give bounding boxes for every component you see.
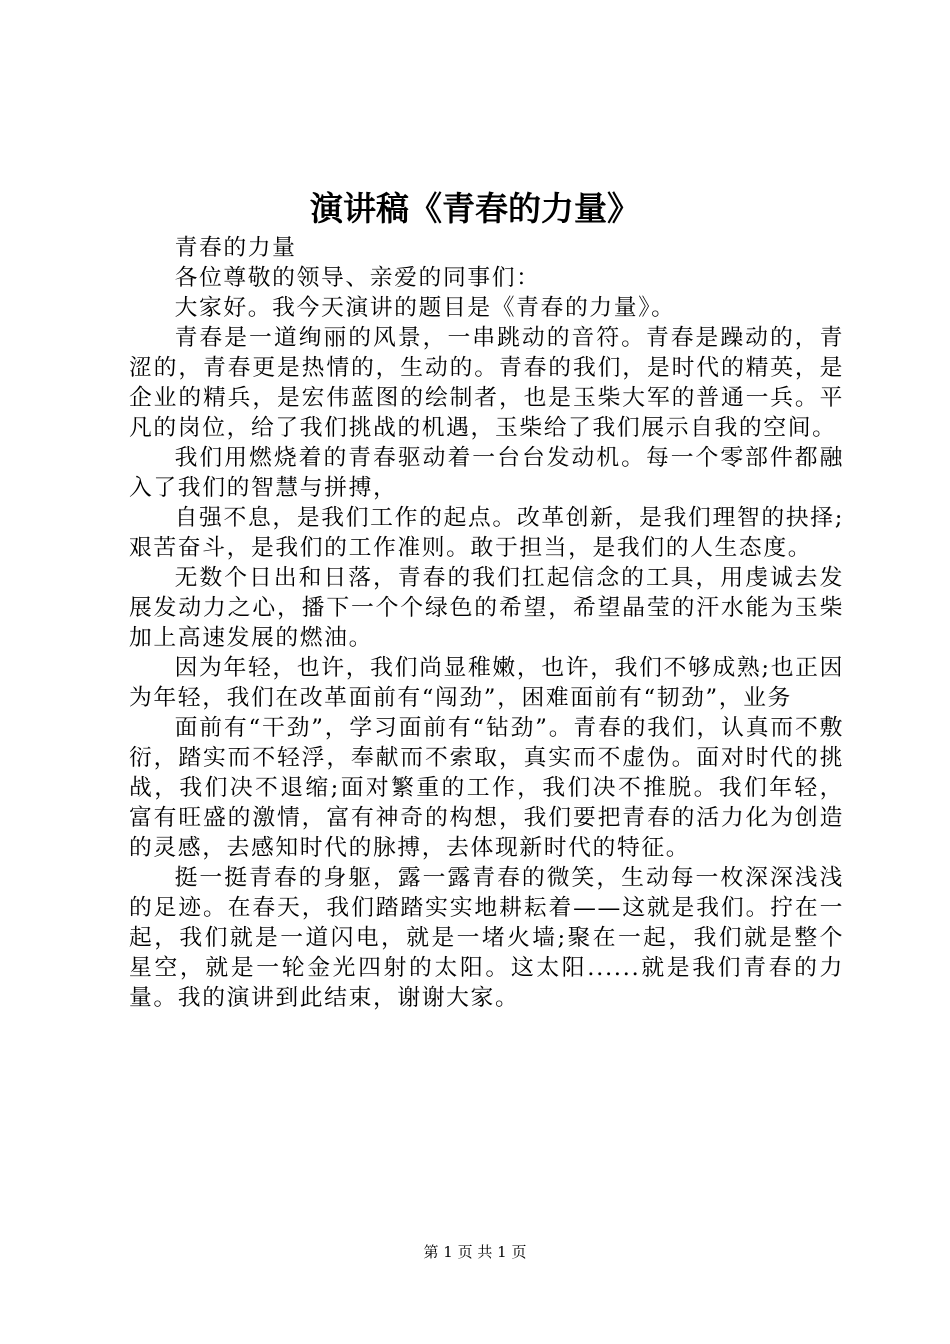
paragraph: 青春是一道绚丽的风景，一串跳动的音符。青春是躁动的，青涩的，青春更是热情的，生动的。青春的我们，是时代的精英，是企业的精兵，是宏伟蓝图的绘制者，也是玉柴大军的普通一兵。平凡的岗位，给了我们挑战的机遇，玉柴给了我们展示自我的空间。 xyxy=(129,325,844,441)
paragraph: 我们用燃烧着的青春驱动着一台台发动机。每一个零部件都融入了我们的智慧与拼搏， xyxy=(129,445,844,501)
paragraph: 青春的力量 xyxy=(174,235,297,261)
paragraph: 无数个日出和日落，青春的我们扛起信念的工具，用虔诚去发展发动力之心，播下一个个绿色的希望，希望晶莹的汗水能为玉柴加上高速发展的燃油。 xyxy=(129,565,844,651)
page-number-footer: 第 1 页 共 1 页 xyxy=(423,1243,527,1261)
paragraph: 各位尊敬的领导、亲爱的同事们： xyxy=(174,265,541,291)
paragraph: 挺一挺青春的身躯，露一露青春的微笑，生动每一枚深深浅浅的足迹。在春天，我们踏踏实实地耕耘着——这就是我们。拧在一起，我们就是一道闪电，就是一堵火墙;聚在一起，我们就是整个星空，就是一轮金光四射的太阳。这太阳......就是我们青春的力量。我的演讲到此结束，谢谢大家。 xyxy=(129,865,844,1011)
paragraph: 面前有“干劲”，学习面前有“钻劲”。青春的我们，认真而不敷衍，踏实而不轻浮，奉献而不索取，真实而不虚伪。面对时代的挑战，我们决不退缩;面对繁重的工作，我们决不推脱。我们年轻，富有旺盛的激情，富有神奇的构想，我们要把青春的活力化为创造的灵感，去感知时代的脉搏，去体现新时代的特征。 xyxy=(129,715,844,861)
paragraph: 因为年轻，也许，我们尚显稚嫩，也许，我们不够成熟;也正因为年轻，我们在改革面前有“闯劲”，困难面前有“韧劲”，业务 xyxy=(129,655,844,711)
paragraph: 大家好。我今天演讲的题目是《青春的力量》。 xyxy=(174,295,676,321)
document-body xyxy=(129,233,844,1013)
paragraph: 自强不息，是我们工作的起点。改革创新，是我们理智的抉择;艰苦奋斗，是我们的工作准则。敢于担当，是我们的人生态度。 xyxy=(129,505,844,561)
document-title: 演讲稿《青春的力量》 xyxy=(310,189,640,228)
